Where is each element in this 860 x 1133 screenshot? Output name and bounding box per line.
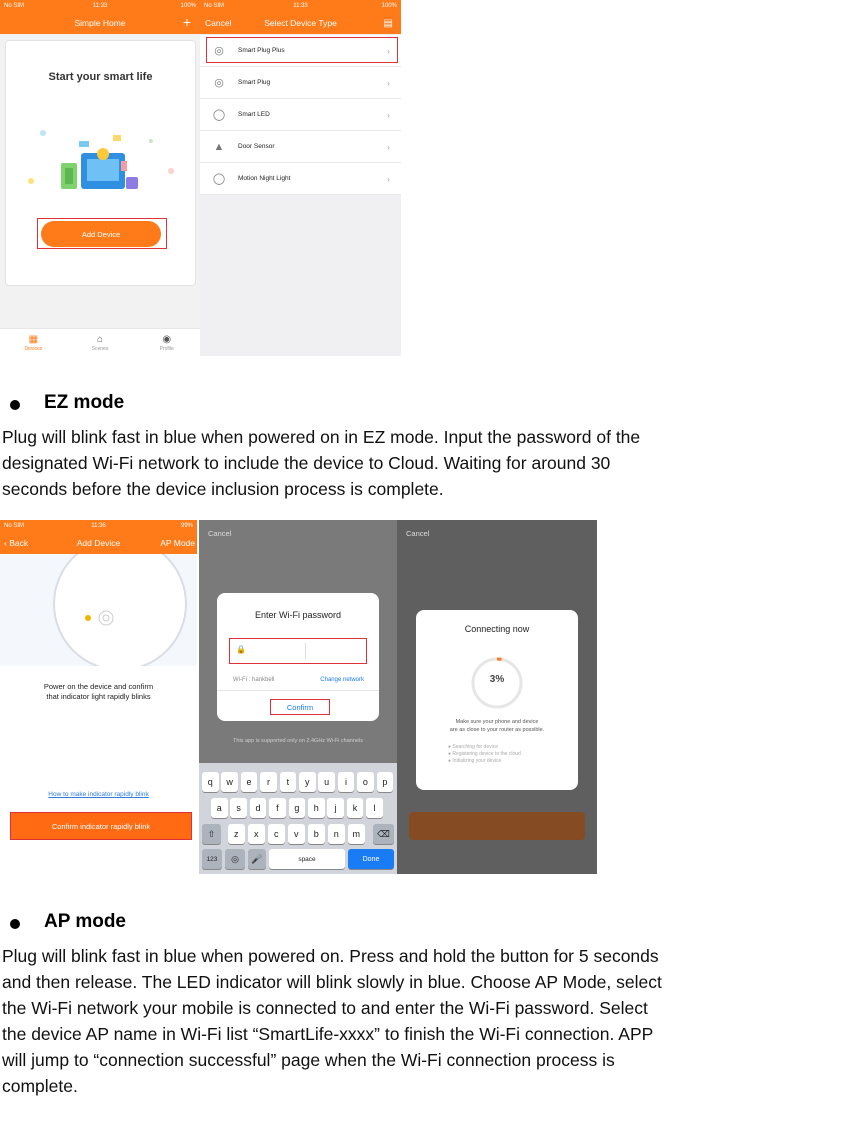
device-label: Door Sensor: [238, 143, 275, 150]
step-dot-icon: ●: [448, 744, 453, 750]
connecting-dialog: [416, 610, 578, 790]
section-heading-ap-mode: AP mode: [44, 911, 127, 932]
proximity-hint: [416, 718, 578, 734]
device-label: Motion Night Light: [238, 175, 291, 182]
wifi-channel-note: This app is supported only on 2.4GHz Wi-Fi channels: [233, 738, 363, 744]
page-title: Add Device: [76, 538, 121, 548]
step-label: Registering device to the cloud: [452, 751, 521, 757]
plug-icon: ◎: [214, 77, 224, 89]
tab-profile[interactable]: [133, 329, 200, 356]
key-w[interactable]: w: [221, 772, 238, 792]
chevron-right-icon: ›: [387, 45, 390, 56]
step-dot-icon: ●: [448, 758, 453, 764]
back-label: Back: [9, 538, 29, 548]
step-label: Initializing your device: [452, 758, 502, 764]
device-label: Smart Plug: [238, 79, 271, 86]
step-item: [448, 744, 521, 751]
key-a[interactable]: a: [211, 798, 228, 818]
tab-label: Scenes: [91, 345, 109, 352]
chevron-right-icon: ›: [387, 173, 390, 184]
battery: 99%: [180, 523, 193, 529]
key-j[interactable]: j: [327, 798, 344, 818]
key-f[interactable]: f: [269, 798, 286, 818]
chevron-right-icon: ›: [387, 77, 390, 88]
tab-label: Devices: [24, 345, 43, 352]
status-bar: [0, 520, 197, 532]
key-r[interactable]: r: [260, 772, 277, 792]
chevron-right-icon: ›: [387, 141, 390, 152]
device-label: Smart Plug Plus: [238, 47, 285, 54]
space-key[interactable]: space: [269, 849, 345, 869]
key-l[interactable]: l: [366, 798, 383, 818]
password-input[interactable]: [229, 638, 367, 664]
scan-icon[interactable]: ▤: [383, 17, 393, 29]
key-o[interactable]: o: [357, 772, 374, 792]
device-label: Smart LED: [238, 111, 270, 118]
key-p[interactable]: p: [377, 772, 394, 792]
tab-bar: [0, 328, 200, 356]
device-row-motion-night-light[interactable]: [200, 163, 401, 195]
battery: 100%: [180, 3, 196, 9]
device-row-door-sensor[interactable]: [200, 131, 401, 163]
nav-bar: [0, 12, 200, 34]
bullet-point: [10, 919, 20, 929]
text-line: complete.: [2, 1076, 78, 1096]
highlight-box: [37, 218, 167, 249]
device-row-smart-plug[interactable]: [200, 67, 401, 99]
cancel-button[interactable]: Cancel: [208, 529, 232, 538]
step-label: Searching for device: [452, 744, 499, 750]
globe-icon[interactable]: ◎: [225, 849, 245, 869]
status-bar: [0, 0, 200, 12]
add-icon[interactable]: +: [182, 14, 191, 30]
step-dot-icon: ●: [448, 751, 453, 757]
hint-line: are as close to your router as possible.: [449, 727, 545, 733]
text-line: Plug will blink fast in blue when powered on. Press and hold the button for 5 seconds: [2, 946, 659, 966]
nav-bar: [200, 12, 401, 34]
cancel-button[interactable]: Cancel: [406, 529, 430, 538]
device-illustration-area: [0, 554, 197, 666]
battery: 100%: [381, 3, 397, 9]
confirm-blink-button[interactable]: Confirm indicator rapidly blink: [10, 812, 192, 840]
night-light-icon: ◯: [212, 173, 226, 185]
wifi-name-label: Wi-Fi : hankbell: [233, 677, 275, 683]
carrier: No SIM: [4, 3, 25, 9]
key-k[interactable]: k: [347, 798, 364, 818]
instruction-text: [0, 682, 197, 702]
status-bar: [200, 0, 401, 12]
hint-line: Make sure your phone and device: [455, 719, 539, 725]
microphone-icon[interactable]: 🎤: [248, 849, 266, 869]
screen-simple-home: [0, 0, 200, 356]
key-b[interactable]: b: [308, 824, 325, 844]
text-line: seconds before the device inclusion process is complete.: [2, 479, 444, 499]
key-m[interactable]: m: [348, 824, 365, 844]
key-u[interactable]: u: [318, 772, 335, 792]
key-s[interactable]: s: [230, 798, 247, 818]
step-item: [448, 751, 521, 758]
bullet-point: [10, 400, 20, 410]
page-title: Select Device Type: [264, 18, 337, 28]
backspace-key[interactable]: ⌫: [373, 824, 394, 844]
divider: [305, 643, 306, 659]
cancel-button[interactable]: Cancel: [205, 18, 232, 28]
progress-percent: 3%: [489, 674, 505, 685]
key-z[interactable]: z: [228, 824, 245, 844]
plug-icon: ◎: [214, 45, 224, 57]
tab-label: Profile: [159, 345, 174, 352]
clock: 11:33: [293, 3, 308, 9]
key-h[interactable]: h: [308, 798, 325, 818]
text-line: Plug will blink fast in blue when powered on in EZ mode. Input the password of the: [2, 427, 641, 447]
screen-add-device: [0, 520, 197, 874]
text-line: designated Wi-Fi network to include the device to Cloud. Waiting for around 30: [2, 453, 611, 473]
done-key[interactable]: Done: [348, 849, 394, 869]
page-title: Simple Home: [74, 18, 126, 28]
number-key[interactable]: 123: [202, 849, 222, 869]
dialog-title: Enter Wi-Fi password: [254, 610, 342, 620]
device-row-smart-led[interactable]: [200, 99, 401, 131]
screen-connecting: [397, 520, 597, 874]
divider: [217, 690, 379, 691]
change-network-link[interactable]: Change network: [320, 677, 364, 683]
screen-wifi-password: [199, 520, 397, 874]
card-title: Start your smart life: [48, 71, 153, 83]
clock: 11:33: [92, 3, 108, 9]
carrier: No SIM: [4, 523, 25, 529]
tab-devices[interactable]: [0, 329, 67, 356]
key-c[interactable]: c: [268, 824, 285, 844]
instruction-line: Power on the device and confirm: [43, 682, 154, 691]
profile-icon: ◉: [162, 333, 172, 345]
key-t[interactable]: t: [280, 772, 297, 792]
ap-mode-button[interactable]: AP Mode: [160, 538, 195, 548]
carrier: No SIM: [204, 3, 225, 9]
lock-icon: 🔒: [236, 645, 246, 654]
home-icon: ⌂: [96, 333, 104, 345]
key-e[interactable]: e: [241, 772, 258, 792]
tab-scenes[interactable]: [67, 329, 134, 356]
smart-home-illustration: [21, 111, 181, 221]
text-line: will jump to “connection successful” page when the Wi-Fi connection process is: [2, 1050, 615, 1070]
devices-icon: ▦: [28, 333, 39, 345]
welcome-card: [5, 40, 196, 286]
ap-mode-paragraph: [2, 943, 860, 1099]
ez-mode-paragraph: [2, 424, 860, 502]
chevron-right-icon: ›: [387, 109, 390, 120]
text-line: the device AP name in Wi-Fi list “SmartLife-xxxx” to finish the Wi-Fi connection. APP: [2, 1024, 654, 1044]
key-x[interactable]: x: [248, 824, 265, 844]
dialog-title: Connecting now: [464, 624, 530, 634]
dimmed-button: [409, 812, 585, 840]
shift-key[interactable]: ⇧: [202, 824, 221, 844]
clock: 11:36: [91, 523, 106, 529]
wifi-dialog: [217, 593, 379, 721]
key-n[interactable]: n: [328, 824, 345, 844]
text-line: the Wi-Fi network your mobile is connected to and enter the Wi-Fi password. Select: [2, 998, 648, 1018]
step-item: [448, 758, 521, 765]
confirm-button[interactable]: Confirm: [270, 699, 330, 715]
section-heading-ez-mode: EZ mode: [44, 392, 125, 413]
nav-bar: [0, 532, 197, 554]
chevron-left-icon: ‹: [4, 538, 10, 548]
help-link[interactable]: How to make indicator rapidly blink: [48, 791, 149, 798]
screen-select-device-type: [200, 0, 401, 356]
key-q[interactable]: q: [202, 772, 219, 792]
back-button[interactable]: [4, 538, 28, 548]
key-v[interactable]: v: [288, 824, 305, 844]
text-line: and then release. The LED indicator will blink slowly in blue. Choose AP Mode, select: [2, 972, 662, 992]
add-device-button[interactable]: Add Device: [41, 221, 161, 247]
key-g[interactable]: g: [289, 798, 306, 818]
keyboard: [199, 763, 397, 874]
key-i[interactable]: i: [338, 772, 355, 792]
connection-steps: [448, 744, 521, 765]
door-sensor-icon: ▲: [213, 140, 225, 153]
key-y[interactable]: y: [299, 772, 316, 792]
instruction-line: that indicator light rapidly blinks: [46, 692, 151, 701]
key-d[interactable]: d: [250, 798, 267, 818]
highlight-box: [206, 37, 398, 63]
plug-illustration: [0, 554, 197, 666]
bulb-icon: ◯: [212, 109, 226, 121]
